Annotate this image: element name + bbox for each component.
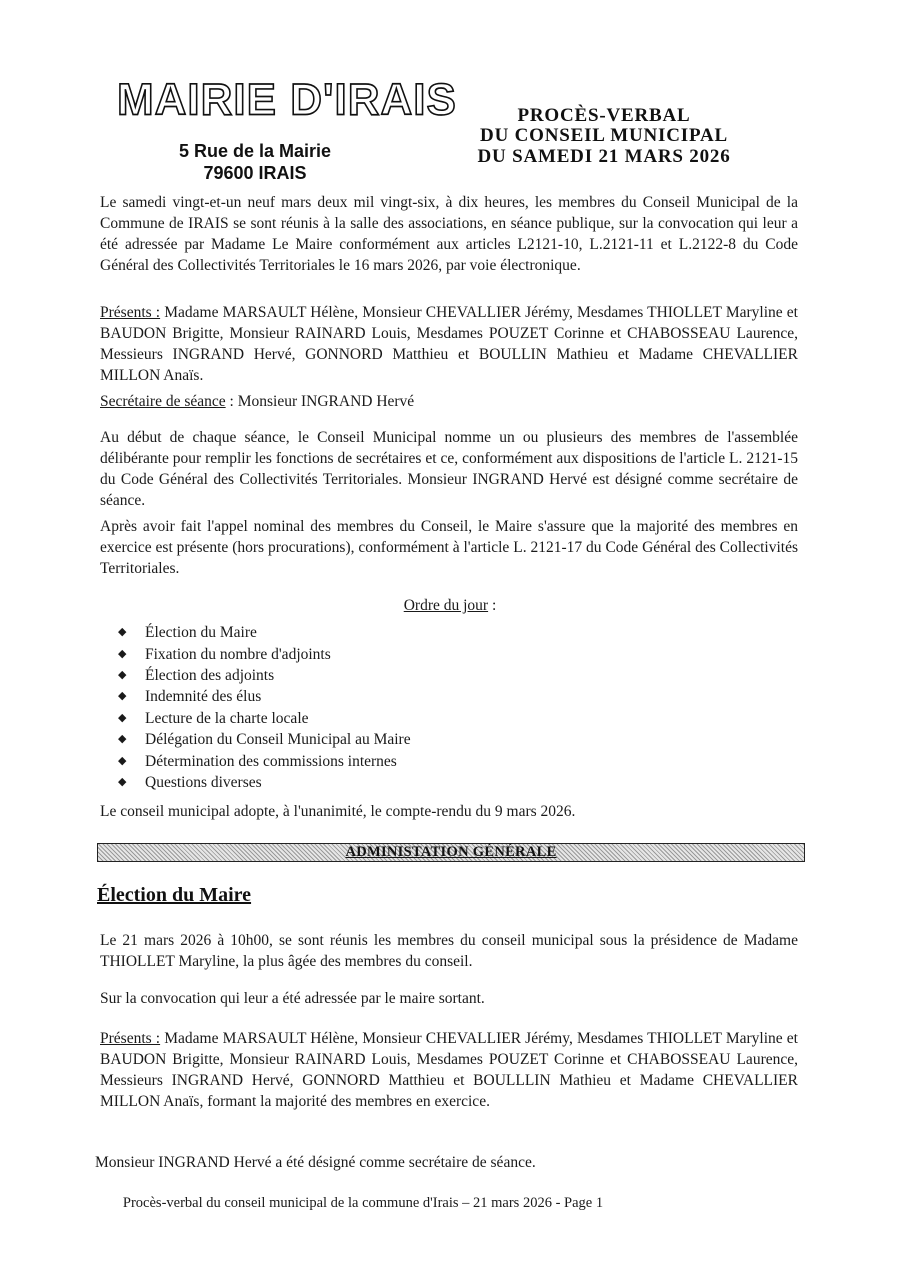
intro-paragraph: Le samedi vingt-et-un neuf mars deux mil vingt-six, à dix heures, les membres du Conseil Municipal de la Commune de IRAIS se sont réunis à la salle des associations, en séance publique, sur la convocation qui leur a été adressée par Madame Le Maire conformément aux articles L2121-10, L.2121-11 et L.2122-8 du Code Général des Collectivités Territoriales le 16 mars 2026, par voie électronique. <box>100 194 798 274</box>
agenda-item: ◆ Élection des adjoints <box>118 666 275 684</box>
document-title-line3: DU SAMEDI 21 MARS 2026 <box>477 146 731 167</box>
presents-list: Madame MARSAULT Hélène, Monsieur CHEVALLIER Jérémy, Mesdames THIOLLET Maryline et BAUDON Brigitte, Monsieur RAINARD Louis, Mesdames POUZET Corinne et CHABOSSEAU Laurence, Messieurs INGRAND Hervé, GONNORD Matthieu et BOULLIN Mathieu et Madame CHEVALLIER MILLON Anaïs. <box>100 304 798 384</box>
agenda-item: ◆ Indemnité des élus <box>118 688 262 706</box>
secretaire-name: : Monsieur INGRAND Hervé <box>225 393 415 410</box>
agenda-item: ◆ Lecture de la charte locale <box>118 709 309 727</box>
page-footer: Procès-verbal du conseil municipal de la commune d'Irais – 21 mars 2026 - Page 1 <box>122 1195 604 1211</box>
secretaire-line <box>100 391 414 412</box>
diamond-bullet-icon: ◆ <box>118 690 127 703</box>
secretaire-label: Secrétaire de séance <box>100 393 226 410</box>
agenda-list <box>118 622 411 793</box>
agenda-item: ◆ Détermination des commissions internes <box>118 752 397 770</box>
election-paragraph: Le 21 mars 2026 à 10h00, se sont réunis les membres du conseil municipal sous la présidence de Madame THIOLLET Maryline, la plus âgée des membres du conseil. <box>100 932 798 970</box>
document-title-line2: DU CONSEIL MUNICIPAL <box>480 125 728 146</box>
convocation-line: Sur la convocation qui leur a été adressée par le maire sortant. <box>100 990 485 1007</box>
presents-label: Présents : <box>100 1030 161 1047</box>
election-presents-paragraph <box>100 1028 798 1112</box>
mairie-logo: MAIRIE D'IRAIS <box>117 74 457 125</box>
presents-list: Madame MARSAULT Hélène, Monsieur CHEVALLIER Jérémy, Mesdames THIOLLET Maryline et BAUDON Brigitte, Monsieur RAINARD Louis, Mesdames POUZET Corinne et CHABOSSEAU Laurence, Messieurs INGRAND Hervé, GONNORD Matthieu et BOULLLIN Mathieu et Madame CHEVALLIER MILLON Anaïs, formant la majorité des membres en exercice. <box>100 1030 798 1110</box>
section-heading: Élection du Maire <box>97 884 252 906</box>
agenda-item: ◆ Délégation du Conseil Municipal au Maire <box>118 731 411 749</box>
section-band: ADMINISTATION GÉNÉRALE <box>97 843 805 862</box>
diamond-bullet-icon: ◆ <box>118 711 127 724</box>
diamond-bullet-icon: ◆ <box>118 668 127 681</box>
address-street: 5 Rue de la Mairie <box>178 141 332 161</box>
adoption-line: Le conseil municipal adopte, à l'unanimité, le compte-rendu du 9 mars 2026. <box>100 803 576 820</box>
diamond-bullet-icon: ◆ <box>118 754 127 767</box>
appel-paragraph: Après avoir fait l'appel nominal des membres du Conseil, le Maire s'assure que la majorité des membres en exercice est présente (hors procurations), conformément à l'article L. 2121-17 du Code Général des Collectivités Territoriales. <box>100 518 798 577</box>
presents-paragraph <box>100 302 798 386</box>
presents-label: Présents : <box>100 304 161 321</box>
document-title-line1: PROCÈS-VERBAL <box>517 105 691 126</box>
diamond-bullet-icon: ◆ <box>118 626 127 639</box>
diamond-bullet-icon: ◆ <box>118 733 127 746</box>
address-city: 79600 IRAIS <box>203 163 307 183</box>
diamond-bullet-icon: ◆ <box>118 775 127 788</box>
agenda-item: ◆ Questions diverses <box>118 773 262 791</box>
secretaire-paragraph: Au début de chaque séance, le Conseil Municipal nomme un ou plusieurs des membres de l'assemblée délibérante pour remplir les fonctions de secrétaires et ce, conformément aux dispositions de l'article L. 2121-15 du Code Général des Collectivités Territoriales. Monsieur INGRAND Hervé est désigné comme secrétaire de séance. <box>100 429 798 509</box>
agenda-item: ◆ Élection du Maire <box>118 624 257 642</box>
agenda-item: ◆ Fixation du nombre d'adjoints <box>118 645 331 663</box>
secretaire-designation-line: Monsieur INGRAND Hervé a été désigné comme secrétaire de séance. <box>95 1154 536 1171</box>
agenda-title: Ordre du jour : <box>403 597 497 614</box>
diamond-bullet-icon: ◆ <box>118 647 127 660</box>
